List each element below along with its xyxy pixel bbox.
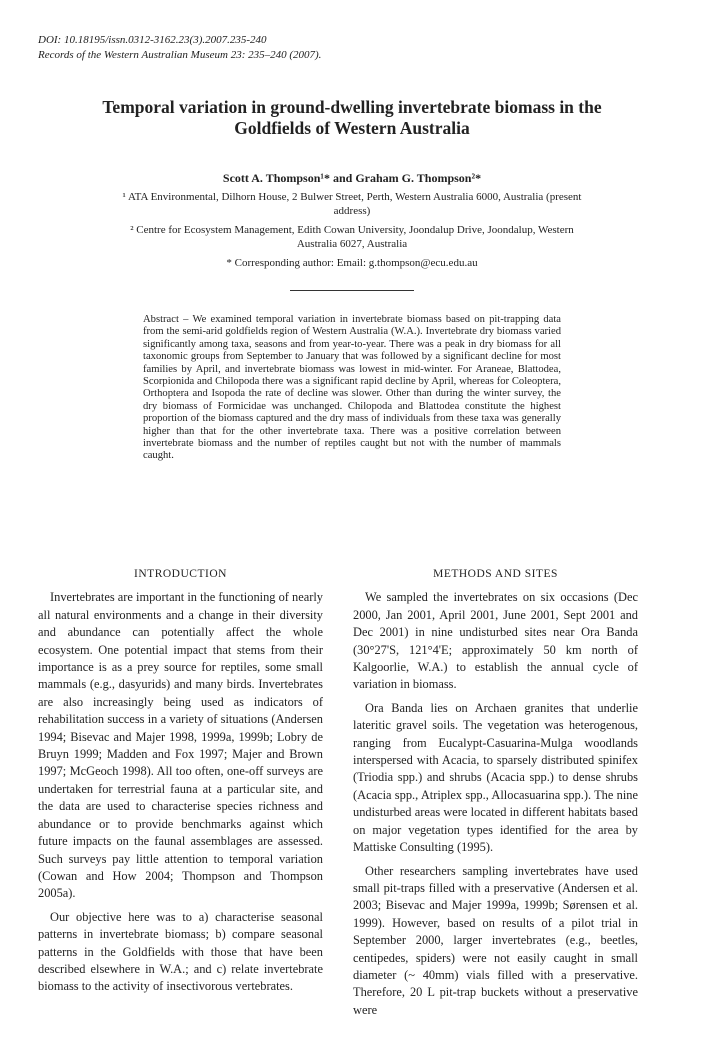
journal-citation: Records of the Western Australian Museum 23: 235–240 (2007). <box>38 49 322 61</box>
methods-paragraph-1: We sampled the invertebrates on six occasions (Dec 2000, Jan 2001, April 2001, June 2001, Sept 2001 and Dec 2001) in nine undisturbed sites near Ora Banda (30°27'S, 121°4'E; approximately 50 km north of Kalgoorlie, W.A.) to establish the annual cycle of variation in biomass. <box>353 590 638 692</box>
authors-line: Scott A. Thompson¹* and Graham G. Thompson²* <box>222 171 482 185</box>
methods-paragraph-3: Other researchers sampling invertebrates have used small pit-traps filled with a preservative (Andersen et al. 2003; Bisevac and Majer 1999a, 1999b; Sørensen et al. 1999). However, based on results of a pilot trial in September 2000, larger invertebrates (e.g., beetles, centipedes, spiders) were not easily caught in small diameter (~ 40mm) vials filled with a preservative. Therefore, 20 L pit-trap buckets without a preservative were <box>353 863 638 1017</box>
doi-line: DOI: 10.18195/issn.0312-3162.23(3).2007.235-240 <box>38 34 267 46</box>
divider-rule <box>290 290 414 291</box>
abstract: Abstract – We examined temporal variation in invertebrate biomass based on pit-trapping data from the semi-arid goldfields region of Western Australia (W.A.). Invertebrate dry biomass varied significantly among taxa, seasons and from year-to-year. There was a peak in dry biomass for all taxonomic groups from September to January that was followed by a significant decline for most families by April, and invertebrate biomass was lowest in mid-winter. For Araneae, Blattodea, Scorpionida and Chilopoda there was a significant rapid decline by April, whereas for Coleoptera, Orthoptera and Isopoda the rate of decline was slower. Other than during the winter survey, the dry biomass of Formicidae was unchanged. Chilopoda and Blattodea constitute the highest proportion of the biomass captured and the dry mass of individuals from these taxa was generally higher than that for the other invertebrate taxa. There was a positive correlation between invertebrate biomass and the number of reptiles caught but not with the number of mammals caught. <box>143 314 561 462</box>
article-title: Temporal variation in ground-dwelling invertebrate biomass in the Goldfields of Western Australia <box>102 97 602 138</box>
right-column <box>353 566 638 1025</box>
corresponding-author: * Corresponding author: Email: g.thompson@ecu.edu.au <box>226 257 478 269</box>
methods-paragraph-2: Ora Banda lies on Archaen granites that underlie lateritic gravel soils. The vegetation was heterogenous, ranging from Eucalypt-Casuarina-Mulga woodlands interspersed with Acacia, to sparsely distributed spinifex (Triodia spp.) and shrubs (Acacia spp.) to dense shrubs (Acacia spp., Atriplex spp., Allocasuarina spp.). The nine undisturbed areas were located in different habitats based on major vegetation types identified for the area by Mattiske Consulting (1995). <box>353 700 638 855</box>
introduction-paragraph-2: Our objective here was to a) characterise seasonal patterns in invertebrate biomass; b) compare seasonal patterns in the Goldfields with those that have been described elsewhere in W.A.; and c) relate invertebrate biomass to the activity of insectivorous vertebrates. <box>38 909 323 994</box>
introduction-paragraph-1: Invertebrates are important in the functioning of nearly all natural environments and a change in their diversity and abundance can potentially affect the whole ecosystem. One potential impact that stems from their importance is as a prey source for reptiles, some small mammals (e.g., dasyurids) and many birds. Invertebrates are also increasingly being used as indicators of rehabilitation success in a variety of situations (Andersen 1994; Bisevac and Majer 1998, 1999a, 1999b; Lobry de Bruyn 1999; Madden and Fox 1997; Majer and Brown 1997; McGeoch 1998). All too often, one-off surveys are undertaken for terrestrial fauna at a particular site, and the data are used to characterise species richness and abundance or to provide benchmarks against which future impacts on the faunal assemblages are assessed. Such surveys pay little attention to temporal variation (Cowan and How 2004; Thompson and Thompson 2005a). <box>38 590 323 901</box>
affiliation-2: ² Centre for Ecosystem Management, Edith Cowan University, Joondalup Drive, Joondalup, Western Australia 6027, Australia <box>130 224 574 250</box>
methods-heading: METHODS AND SITES <box>433 568 558 580</box>
introduction-heading: INTRODUCTION <box>134 568 227 580</box>
left-column <box>38 566 323 1002</box>
affiliation-1: ¹ ATA Environmental, Dilhorn House, 2 Bulwer Street, Perth, Western Australia 6000, Australia (present address) <box>122 191 582 217</box>
